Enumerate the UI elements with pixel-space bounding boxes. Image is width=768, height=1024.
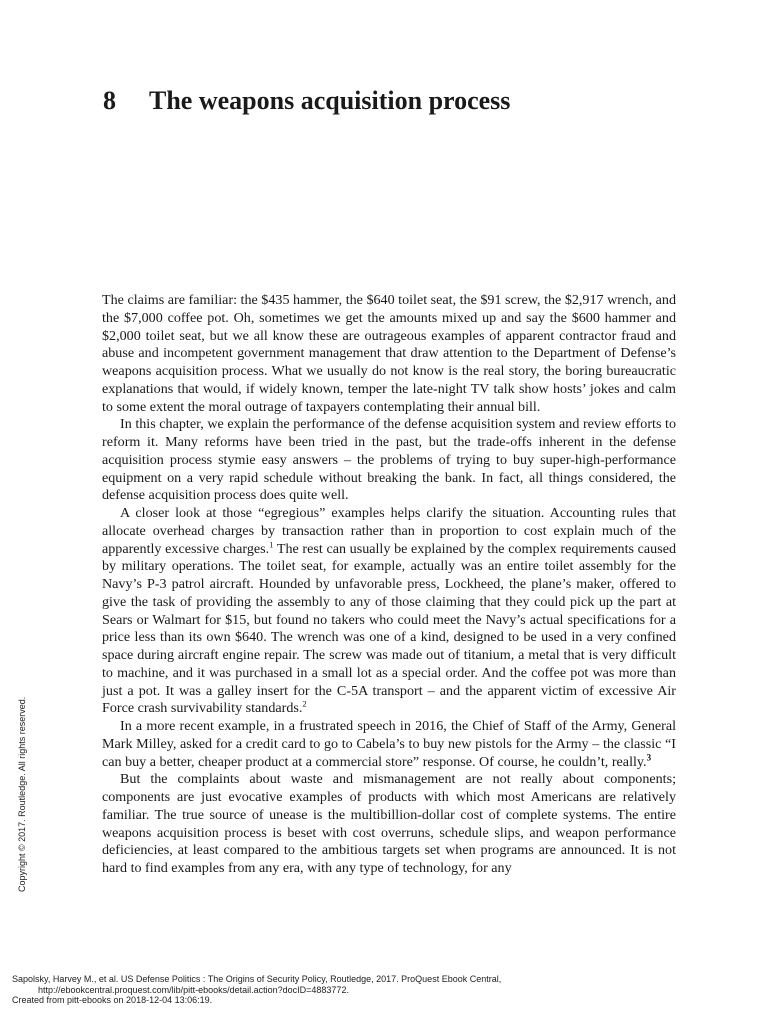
footnote-marker-2[interactable]: 2	[302, 698, 307, 709]
chapter-title-text: The weapons acquisition process	[149, 86, 511, 115]
copyright-notice: Copyright © 2017. Routledge. All rights reserved.	[17, 696, 27, 892]
paragraph-3	[102, 505, 676, 718]
paragraph-5: But the complaints about waste and mismanagement are not really about components; components are just evocative examples of products with which most Americans are relatively familiar. The true source of unease is the multibillion-dollar cost of complete systems. The entire weapons acquisition process is beset with cost overruns, schedule slips, and weapon performance deficiencies, at least compared to the ambitious targets set when programs are announced. It is not hard to find examples from any era, with any type of technology, for any	[102, 771, 676, 876]
citation-created: Created from pitt-ebooks on 2018-12-04 13:06:19.	[12, 995, 213, 1005]
paragraph-4-text: In a more recent example, in a frustrated speech in 2016, the Chief of Staff of the Army, General Mark Milley, asked for a credit card to go to Cabela’s to buy new pistols for the Army – the classic “I can buy a better, cheaper product at a commercial store” response. Of course, he couldn’t, really.	[102, 718, 676, 770]
paragraph-3-part-1: A closer look at those “egregious” examples helps clarify the situation. Accounting rules that allocate overhead charges by transaction rather than in proportion to cost explain much of the apparently excessive charges.	[102, 505, 676, 557]
citation-url[interactable]: http://ebookcentral.proquest.com/lib/pitt-ebooks/detail.action?docID=4883772.	[38, 984, 349, 995]
footnote-marker-1[interactable]: 1	[269, 538, 274, 549]
paragraph-3-part-2: The rest can usually be explained by the complex requirements caused by military operations. The toilet seat, for example, actually was an entire toilet assembly for the Navy’s P-3 patrol aircraft. Hounded by unfavorable press, Lockheed, the plane’s maker, offered to give the task of providing the assembly to any of those claiming that they could pick up the part at Sears or Walmart for $15, but found no takers who could meet the Navy’s actual specifications for a price less than its own $640. The wrench was one of a kind, designed to be used in a very confined space during aircraft engine repair. The screw was made out of titanium, a metal that is very difficult to machine, and it was purchased in a small lot as a special order. And the coffee pot was more than just a pot. It was a galley insert for the C-5A transport – and the apparent victim of excessive Air Force crash survivability standards.	[102, 540, 676, 717]
chapter-title	[103, 86, 510, 116]
citation-line-1: Sapolsky, Harvey M., et al. US Defense Politics : The Origins of Security Policy, Routledge, 2017. ProQuest Ebook Central,	[12, 974, 502, 984]
chapter-number: 8	[103, 86, 116, 115]
paragraph-2: In this chapter, we explain the performance of the defense acquisition system and review efforts to reform it. Many reforms have been tried in the past, but the trade-offs inherent in the defense acquisition process stymie easy answers – the problems of trying to buy super-high-performance equipment on a very rapid schedule without breaking the bank. In fact, all things considered, the defense acquisition process does quite well.	[102, 416, 676, 504]
chapter-body	[102, 292, 676, 878]
paragraph-4	[102, 718, 676, 771]
footnote-marker-3[interactable]: 3	[646, 751, 652, 762]
citation-footer	[12, 974, 501, 1006]
paragraph-1: The claims are familiar: the $435 hammer, the $640 toilet seat, the $91 screw, the $2,917 wrench, and the $7,000 coffee pot. Oh, sometimes we get the amounts mixed up and say the $600 hammer and $2,000 toilet seat, but we all know these are outrageous examples of apparent contractor fraud and abuse and incompetent government management that draw attention to the Department of Defense’s weapons acquisition process. What we usually do not know is the real story, the boring bureaucratic explanations that would, if widely known, temper the late-night TV talk show hosts’ jokes and calm to some extent the moral outrage of taxpayers contemplating their annual bill.	[102, 292, 676, 415]
